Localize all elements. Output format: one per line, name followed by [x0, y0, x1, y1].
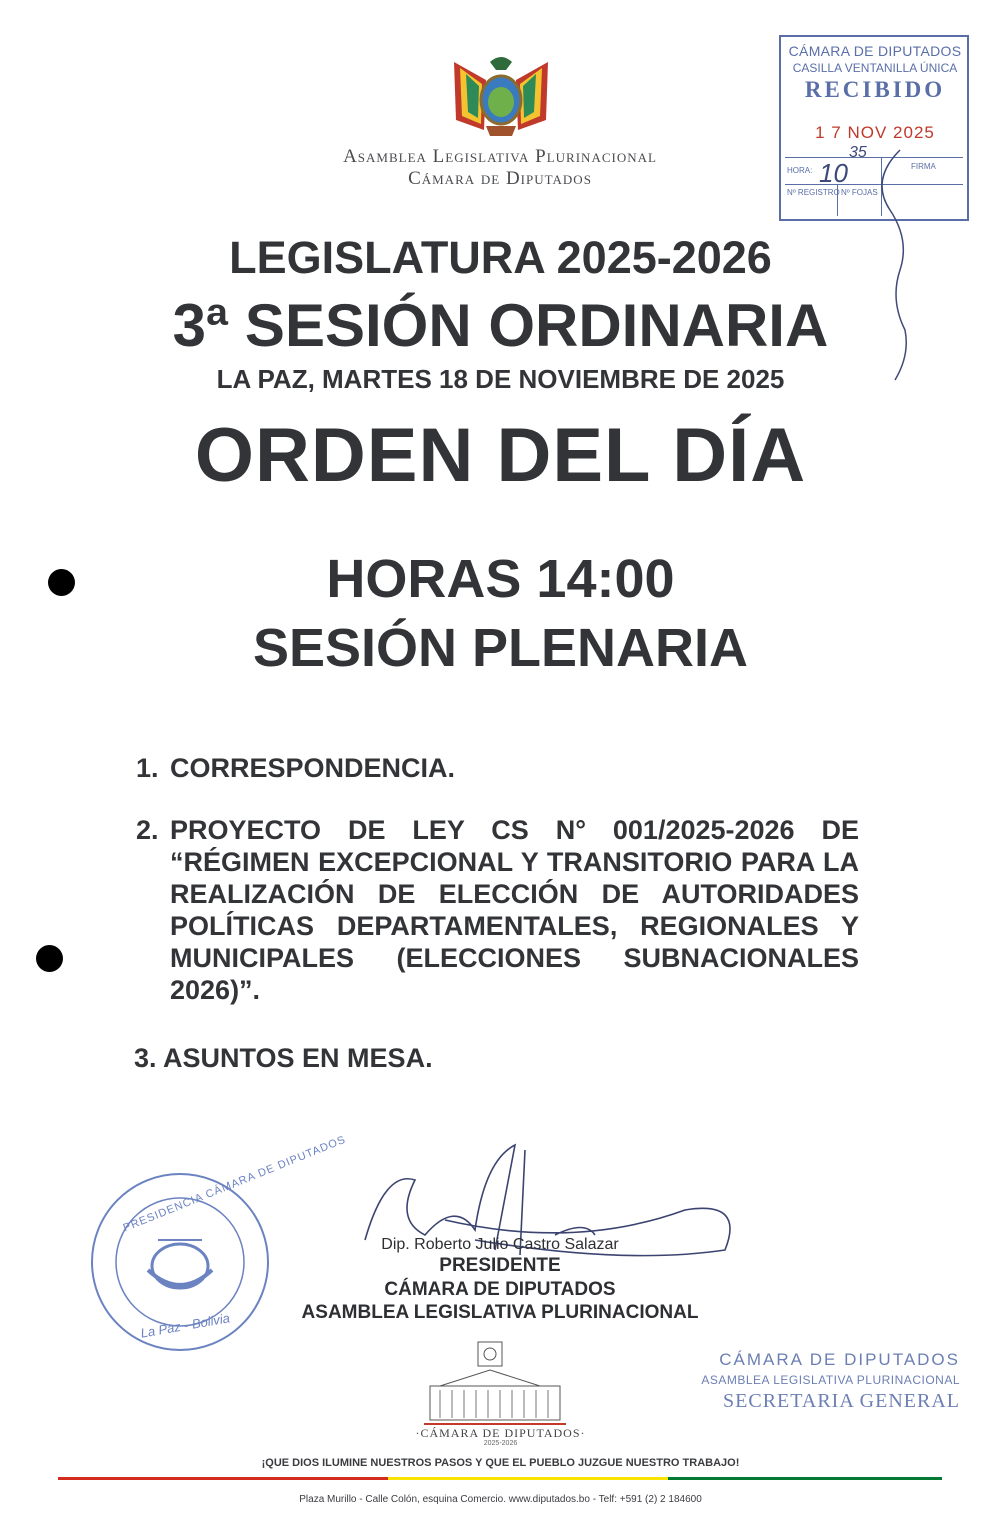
- stamp-firma-label: FIRMA: [911, 162, 936, 171]
- punch-hole-top: [48, 569, 75, 596]
- footer-motto: ¡QUE DIOS ILUMINE NUESTROS PASOS Y QUE EL PUEBLO JUZGUE NUESTRO TRABAJO!: [261, 1457, 740, 1469]
- coat-of-arms-emblem: [446, 50, 556, 142]
- agenda-item-number: 2.: [136, 815, 159, 845]
- agenda-title: ORDEN DEL DÍA: [194, 413, 807, 498]
- session-title: 3ª SESIÓN ORDINARIA: [172, 292, 829, 359]
- stamp-hora-minutes: 35: [849, 144, 867, 161]
- agenda-item: [136, 814, 860, 1005]
- agenda-item-text: ASUNTOS EN MESA.: [163, 1043, 433, 1073]
- place-date: LA PAZ, MARTES 18 DE NOVIEMBRE DE 2025: [216, 364, 785, 394]
- agenda-item-text: PROYECTO DE LEY CS N° 001/2025-2026 DE “RÉGIMEN EXCEPCIONAL Y TRANSITORIO PARA LA REALIZACIÓN DE ELECCIÓN DE AUTORIDADES POLÍTICAS DEPARTAMENTALES, REGIONALES Y MUNICIPALES (ELECCIONES SUBNACIONALES 2026)”.: [170, 815, 859, 1005]
- agenda-item-text: CORRESPONDENCIA.: [170, 753, 456, 783]
- signer-role: PRESIDENTE: [439, 1255, 561, 1276]
- stamp-chamber: CÁMARA DE DIPUTADOS: [788, 43, 962, 59]
- logo-years: 2025-2026: [483, 1440, 518, 1447]
- stamp-hora-value: 10: [819, 158, 848, 188]
- institution-name-line2: Cámara de Diputados: [408, 168, 592, 189]
- chamber-building-logo: [420, 1338, 580, 1428]
- footer-address: Plaza Murillo - Calle Colón, esquina Comercio. www.diputados.bo - Telf: +591 (2) 2 184600: [299, 1494, 702, 1505]
- stamp-date: 1 7 NOV 2025: [815, 123, 935, 142]
- flag-color-line: [58, 1477, 942, 1480]
- agenda-item-number: 3.: [134, 1043, 157, 1073]
- agenda-item: [134, 1042, 433, 1074]
- secretaria-line1: CÁMARA DE DIPUTADOS: [719, 1350, 960, 1369]
- signer-name: Dip. Roberto Julio Castro Salazar: [381, 1236, 619, 1253]
- secretaria-line3: SECRETARIA GENERAL: [723, 1390, 960, 1412]
- stamp-hora-label: HORA:: [787, 166, 813, 175]
- punch-hole-bottom: [36, 945, 63, 972]
- session-type: SESIÓN PLENARIA: [252, 618, 749, 678]
- signer-assembly: ASAMBLEA LEGISLATIVA PLURINACIONAL: [301, 1302, 699, 1323]
- stamp-window: CASILLA VENTANILLA ÚNICA: [792, 61, 958, 75]
- stamp-received: RECIBIDO: [804, 77, 946, 102]
- legislature-title: LEGISLATURA 2025-2026: [229, 232, 772, 283]
- seal-ring-text: PRESIDENCIA CÁMARA DE DIPUTADOS: [121, 1133, 348, 1235]
- seal-city: La Paz - Bolivia: [139, 1310, 231, 1341]
- logo-caption: ·CÁMARA DE DIPUTADOS·: [415, 1426, 586, 1440]
- agenda-item-number: 1.: [136, 753, 159, 783]
- stamp-registro-label: Nº REGISTRO: [787, 188, 840, 197]
- signer-chamber: CÁMARA DE DIPUTADOS: [384, 1279, 616, 1300]
- institution-name-line1: Asamblea Legislativa Plurinacional: [343, 146, 657, 167]
- secretaria-line2: ASAMBLEA LEGISLATIVA PLURINACIONAL: [701, 1373, 960, 1387]
- stamp-fojas-label: Nº FOJAS: [841, 188, 878, 197]
- agenda-item: [136, 752, 455, 784]
- session-time: HORAS 14:00: [326, 549, 675, 609]
